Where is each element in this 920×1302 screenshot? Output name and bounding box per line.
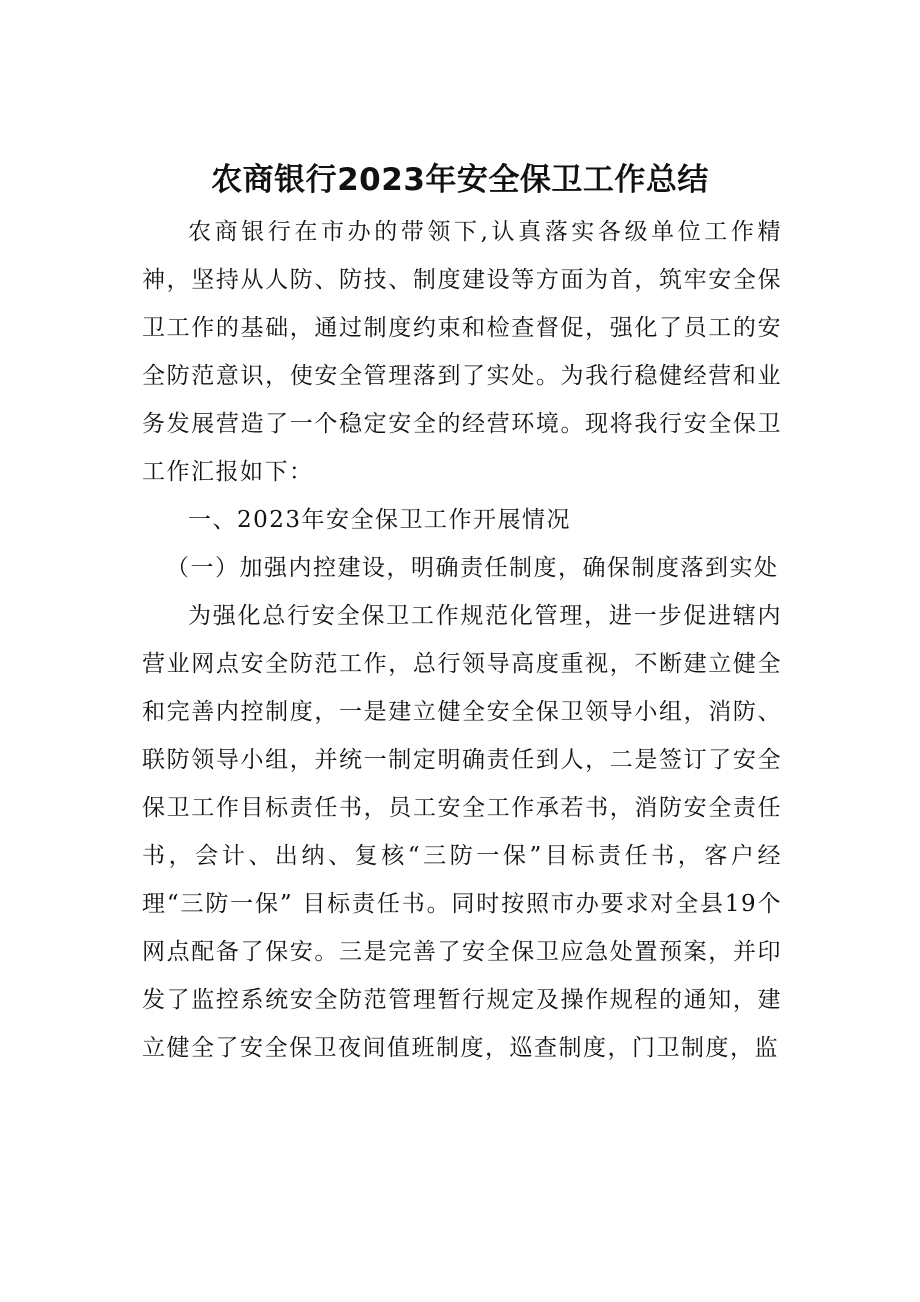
subsection-heading-1: （一）加强内控建设，明确责任制度，确保制度落到实处: [166, 555, 779, 581]
subsection-1-paragraph: 为强化总行安全保卫工作规范化管理，进一步促进辖内营业网点安全防范工作，总行领导高度重视，不断建立健全和完善内控制度，一是建立健全安全保卫领导小组，消防、联防领导小组，并统一制定明确责任到人，二是签订了安全保卫工作目标责任书，员工安全工作承若书，消防安全责任书，会计、出纳、复核“三防一保”目标责任书，客户经理“三防一保” 目标责任书。同时按照市办要求对全县19个网点配备了保安。三是完善了安全保卫应急处置预案，并印发了监控系统安全防范管理暂行规定及操作规程的通知，建立健全了安全保卫夜间值班制度，巡查制度，门卫制度，监: [142, 603, 782, 1061]
document-body: [142, 208, 782, 1072]
intro-paragraph: 农商银行在市办的带领下,认真落实各级单位工作精神，坚持从人防、防技、制度建设等方面为首，筑牢安全保卫工作的基础，通过制度约束和检查督促，强化了员工的安全防范意识，使安全管理落到了实处。为我行稳健经营和业务发展营造了一个稳定安全的经营环境。现将我行安全保卫工作汇报如下：: [142, 219, 782, 485]
document-title: 农商银行2023年安全保卫工作总结: [211, 162, 709, 198]
section-heading-1: 一、2023年安全保卫工作开展情况: [188, 507, 572, 533]
